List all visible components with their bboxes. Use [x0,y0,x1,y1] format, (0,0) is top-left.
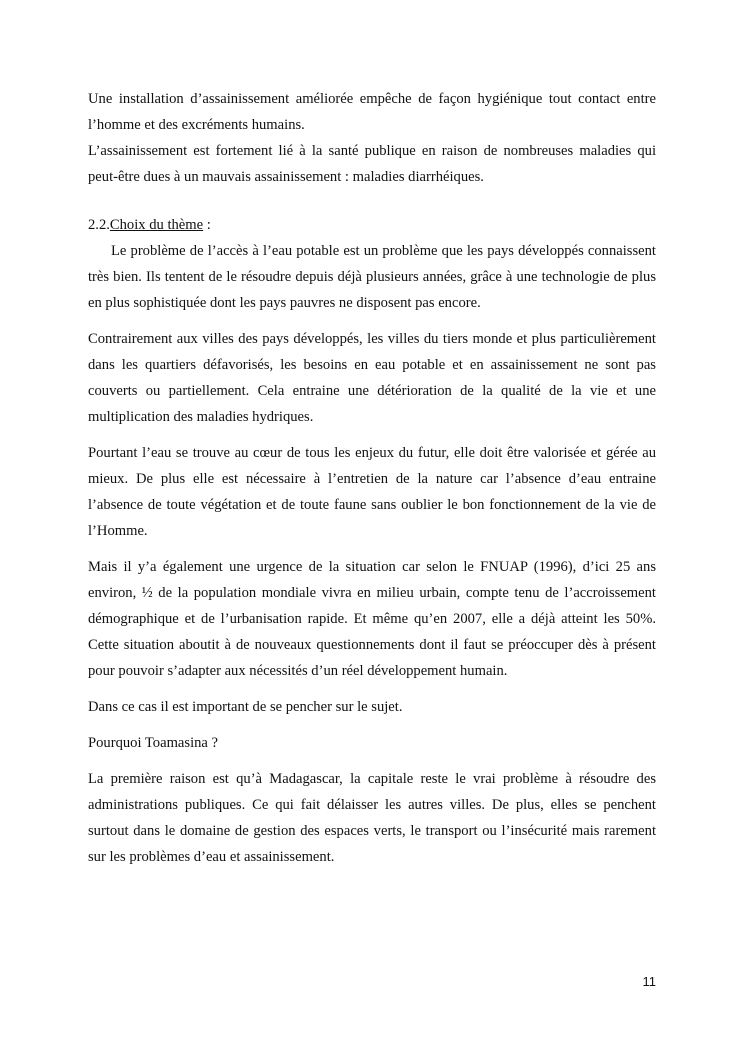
section-title: Choix du thème [109,217,204,233]
page-number: 11 [642,974,656,989]
section-title-suffix: : [203,217,211,233]
intro-paragraph-2: L’assainissement est fortement lié à la santé publique en raison de nombreuses maladies qui peut-être dues à un mauvais assainissement : maladies diarrhéiques. [88,143,656,185]
section-heading [88,212,656,238]
intro-paragraph-1: Une installation d’assainissement améliorée empêche de façon hygiénique tout contact entre l’homme et des excréments humains. [88,91,656,133]
body-paragraph-5: Dans ce cas il est important de se pencher sur le sujet. [88,699,403,715]
body-paragraph-4: Mais il y’a également une urgence de la situation car selon le FNUAP (1996), d’ici 25 ans environ, ½ de la population mondiale vivra en milieu urbain, compte tenu de l’accroissement démographique et de l’urbanisation rapide. Et même qu’en 2007, elle a déjà atteint les 50%. Cette situation aboutit à de nouveaux questionnements dont il faut se préoccuper dès à présent pour pouvoir s’adapter aux nécessités d’un réel développement humain. [88,559,656,679]
body-paragraph-1: Le problème de l’accès à l’eau potable est un problème que les pays développés connaissent très bien. Ils tentent de le résoudre depuis déjà plusieurs années, grâce à une technologie de plus en plus sophistiquée dont les pays pauvres ne disposent pas encore. [88,243,656,311]
body-paragraph-6: Pourquoi Toamasina ? [88,735,219,751]
body-paragraph-7: La première raison est qu’à Madagascar, la capitale reste le vrai problème à résoudre des administrations publiques. Ce qui fait délaisser les autres villes. De plus, elles se penchent surtout dans le domaine de gestion des espaces verts, le transport ou l’insécurité mais rarement sur les problèmes d’eau et assainissement. [88,771,656,865]
body-paragraph-2: Contrairement aux villes des pays développés, les villes du tiers monde et plus particulièrement dans les quartiers défavorisés, les besoins en eau potable et en assainissement ne sont pas couverts ou partiellement. Cela entraine une détérioration de la qualité de la vie et une multiplication des maladies hydriques. [88,331,656,425]
body-paragraph-3: Pourtant l’eau se trouve au cœur de tous les enjeux du futur, elle doit être valorisée et gérée au mieux. De plus elle est nécessaire à l’entretien de la nature car l’absence d’eau entraine l’absence de toute végétation et de toute faune sans oublier le bon fonctionnement de la vie de l’Homme. [88,445,656,539]
section-number: 2.2. [88,217,110,233]
page-content [88,86,656,870]
